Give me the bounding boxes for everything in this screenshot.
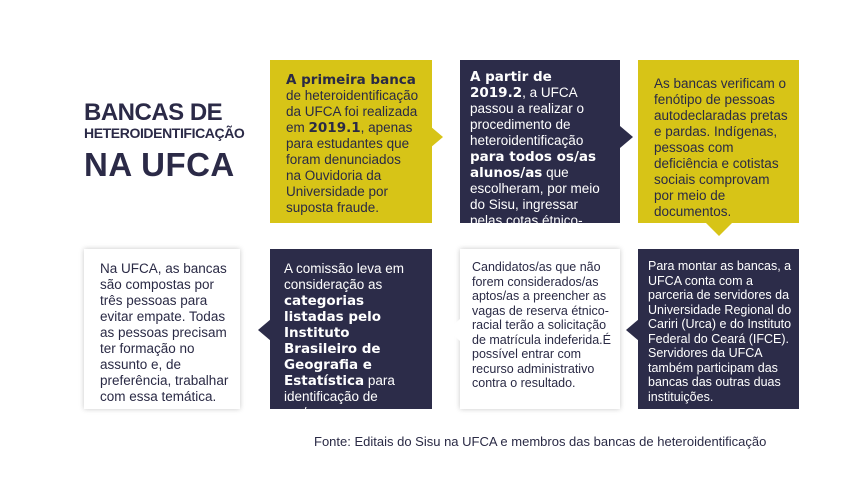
box-text: que escolheram, por meio do Sisu, ingressar pelas cotas étnico-raciais. — [470, 165, 600, 244]
box-candidatos-nao-aptos — [460, 249, 620, 409]
arrow-down-pointer — [706, 223, 732, 236]
arrow-right-pointer — [620, 126, 633, 148]
title-line-2: HETEROIDENTIFICAÇÃO — [84, 125, 245, 141]
box-text: A comissão leva em consideração as — [284, 261, 405, 292]
infographic-title — [84, 100, 244, 185]
box-text: de heteroidentificação da UFCA foi realizada em — [286, 88, 419, 135]
box-text: Na UFCA, as bancas são compostas por três pessoas para evitar empate. Todas as pessoas precisam ter formação no assunto e, de preferência, trabalhar com essa temática. — [100, 261, 229, 404]
arrow-left-pointer — [447, 319, 460, 341]
box-montar-bancas — [638, 249, 799, 409]
box-composicao-bancas — [84, 249, 240, 409]
box-text: para identificação de cor/raça. — [284, 373, 395, 420]
title-line-1: BANCAS DE — [84, 99, 223, 126]
box-text-bold: A primeira banca — [286, 72, 416, 88]
box-text-bold: A partir de 2019.2 — [470, 69, 552, 101]
box-text-bold: para todos os/as alunos/as — [470, 149, 597, 181]
arrow-left-pointer — [258, 319, 271, 341]
arrow-left-pointer — [626, 319, 639, 341]
box-text: , apenas para estudantes que foram denunciados na Ouvidoria da Universidade por suposta fraude. — [286, 120, 413, 215]
arrow-right-pointer — [430, 126, 443, 148]
box-text-bold: categorias listadas pelo Instituto Brasileiro de Geografia e Estatística — [284, 293, 382, 389]
box-text: , a UFCA passou a realizar o procedimento de heteroidentificação — [470, 85, 585, 148]
box-bancas-verificam — [638, 60, 799, 223]
title-line-3: NA UFCA — [84, 146, 235, 183]
box-text: Candidatos/as que não forem considerados/as aptos/as a preencher as vagas de reserva étnico-racial terão a solicitação de matrícula indeferida.É possível entrar com recurso administrativo contra o resultado. — [472, 260, 611, 390]
box-text-bold: 2019.1 — [308, 120, 361, 136]
box-comissao-categorias — [270, 249, 432, 420]
box-a-partir-2019-2 — [460, 60, 620, 244]
source-caption: Fonte: Editais do Sisu na UFCA e membros das bancas de heteroidentificação — [314, 434, 767, 449]
box-text: Para montar as bancas, a UFCA conta com a parceria de servidores da Universidade Regional do Cariri (Urca) e do Instituto Federal do Ceará (IFCE). Servidores da UFCA também participam das bancas das outras duas instituições. — [648, 259, 792, 404]
box-primeira-banca — [270, 60, 432, 223]
box-text: As bancas verificam o fenótipo de pessoas autodeclaradas pretas e pardas. Indígenas, pessoas com deficiência e cotistas sociais comprovam por meio de documentos. — [654, 76, 788, 219]
